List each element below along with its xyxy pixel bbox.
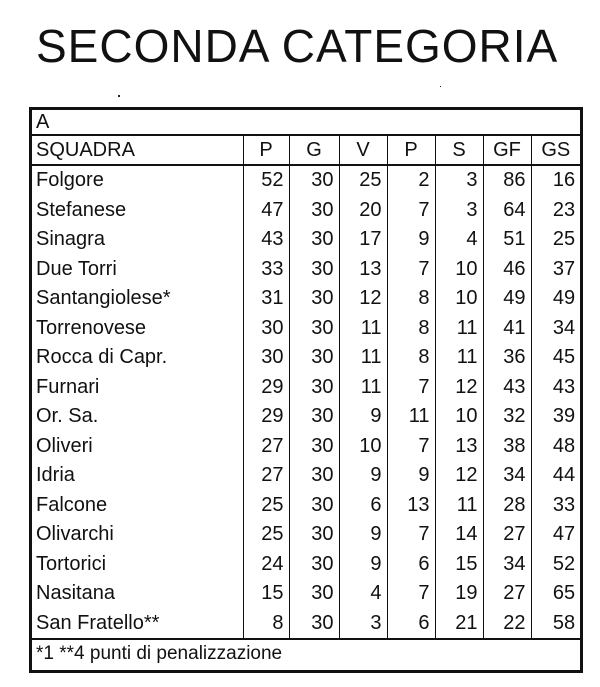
col-header-squadra: SQUADRA <box>32 135 243 165</box>
cell-gol-subiti: 33 <box>531 491 580 521</box>
cell-punti: 27 <box>243 461 289 491</box>
cell-giocate: 30 <box>289 284 339 314</box>
cell-gol-fatti: 28 <box>483 491 531 521</box>
cell-team-name: Tortorici <box>36 552 107 575</box>
cell-gol-fatti: 34 <box>483 550 531 580</box>
table-row <box>32 373 580 403</box>
cell-giocate: 30 <box>289 255 339 285</box>
cell-gol-fatti: 46 <box>483 255 531 285</box>
cell-punti: 25 <box>243 491 289 521</box>
col-header-vinte: V <box>339 135 387 165</box>
cell-pareggiate: 7 <box>387 255 435 285</box>
cell-gol-fatti: 34 <box>483 461 531 491</box>
cell-gol-subiti: 48 <box>531 432 580 462</box>
cell-gol-subiti: 16 <box>531 165 580 196</box>
cell-vinte: 10 <box>339 432 387 462</box>
cell-pareggiate: 7 <box>387 579 435 609</box>
cell-vinte: 4 <box>339 579 387 609</box>
cell-gol-fatti: 38 <box>483 432 531 462</box>
cell-team-name: Furnari <box>36 375 100 398</box>
cell-sconfitte: 12 <box>435 461 483 491</box>
cell-pareggiate: 7 <box>387 196 435 226</box>
cell-giocate: 30 <box>289 165 339 196</box>
cell-vinte: 13 <box>339 255 387 285</box>
cell-punti: 43 <box>243 225 289 255</box>
cell-gol-subiti: 52 <box>531 550 580 580</box>
cell-gol-subiti: 65 <box>531 579 580 609</box>
col-header-pareggiate: P <box>387 135 435 165</box>
cell-sconfitte: 11 <box>435 314 483 344</box>
col-header-sconfitte: S <box>435 135 483 165</box>
group-row <box>32 110 580 135</box>
cell-vinte: 6 <box>339 491 387 521</box>
cell-pareggiate: 2 <box>387 165 435 196</box>
cell-punti: 33 <box>243 255 289 285</box>
table-row <box>32 314 580 344</box>
table-row <box>32 550 580 580</box>
cell-sconfitte: 10 <box>435 284 483 314</box>
cell-sconfitte: 15 <box>435 550 483 580</box>
cell-vinte: 20 <box>339 196 387 226</box>
cell-team-name: Rocca di Capr. <box>36 346 168 369</box>
cell-gol-subiti: 37 <box>531 255 580 285</box>
cell-punti: 29 <box>243 373 289 403</box>
cell-vinte: 11 <box>339 373 387 403</box>
cell-giocate: 30 <box>289 609 339 640</box>
col-header-gol-subiti: GS <box>531 135 580 165</box>
cell-punti: 30 <box>243 343 289 373</box>
col-header-giocate: G <box>289 135 339 165</box>
cell-team-name: Sinagra <box>36 228 105 251</box>
cell-gol-subiti: 58 <box>531 609 580 640</box>
cell-sconfitte: 3 <box>435 196 483 226</box>
cell-team-name: Idria <box>36 464 75 487</box>
cell-punti: 15 <box>243 579 289 609</box>
cell-punti: 31 <box>243 284 289 314</box>
cell-team-name: Falcone <box>36 493 108 516</box>
cell-gol-fatti: 32 <box>483 402 531 432</box>
cell-pareggiate: 9 <box>387 225 435 255</box>
cell-giocate: 30 <box>289 196 339 226</box>
table-row <box>32 255 580 285</box>
cell-team-name: Olivarchi <box>36 523 114 546</box>
cell-team-name: Santangiolese* <box>36 287 171 310</box>
cell-vinte: 11 <box>339 343 387 373</box>
cell-sconfitte: 10 <box>435 255 483 285</box>
table-row <box>32 402 580 432</box>
footnote-row <box>32 639 580 667</box>
cell-team-name: Nasitana <box>36 582 115 605</box>
cell-gol-subiti: 49 <box>531 284 580 314</box>
cell-gol-fatti: 51 <box>483 225 531 255</box>
cell-team-name: Oliveri <box>36 434 93 457</box>
cell-team-name: Or. Sa. <box>36 405 99 428</box>
cell-team-name: San Fratello** <box>36 611 160 634</box>
table-row <box>32 165 580 196</box>
cell-pareggiate: 8 <box>387 343 435 373</box>
cell-team-name: Due Torri <box>36 257 117 280</box>
cell-sconfitte: 12 <box>435 373 483 403</box>
cell-gol-fatti: 64 <box>483 196 531 226</box>
table-row <box>32 432 580 462</box>
cell-sconfitte: 3 <box>435 165 483 196</box>
cell-pareggiate: 6 <box>387 609 435 640</box>
scan-speck <box>118 95 120 97</box>
cell-pareggiate: 6 <box>387 550 435 580</box>
cell-punti: 30 <box>243 314 289 344</box>
cell-giocate: 30 <box>289 314 339 344</box>
cell-gol-subiti: 47 <box>531 520 580 550</box>
cell-sconfitte: 11 <box>435 343 483 373</box>
cell-vinte: 9 <box>339 461 387 491</box>
cell-vinte: 9 <box>339 550 387 580</box>
cell-giocate: 30 <box>289 402 339 432</box>
cell-giocate: 30 <box>289 491 339 521</box>
table-row <box>32 196 580 226</box>
cell-gol-subiti: 43 <box>531 373 580 403</box>
cell-punti: 24 <box>243 550 289 580</box>
cell-giocate: 30 <box>289 225 339 255</box>
cell-giocate: 30 <box>289 579 339 609</box>
cell-gol-fatti: 22 <box>483 609 531 640</box>
cell-vinte: 12 <box>339 284 387 314</box>
cell-gol-subiti: 44 <box>531 461 580 491</box>
cell-gol-fatti: 27 <box>483 520 531 550</box>
cell-team-name: Torrenovese <box>36 316 147 339</box>
cell-gol-subiti: 45 <box>531 343 580 373</box>
table-row <box>32 491 580 521</box>
cell-vinte: 3 <box>339 609 387 640</box>
cell-team-name: Folgore <box>36 169 104 192</box>
cell-vinte: 25 <box>339 165 387 196</box>
cell-vinte: 11 <box>339 314 387 344</box>
cell-vinte: 9 <box>339 520 387 550</box>
cell-pareggiate: 7 <box>387 520 435 550</box>
cell-giocate: 30 <box>289 432 339 462</box>
standings-table <box>32 110 580 667</box>
cell-sconfitte: 19 <box>435 579 483 609</box>
cell-sconfitte: 14 <box>435 520 483 550</box>
col-header-gol-fatti: GF <box>483 135 531 165</box>
cell-pareggiate: 13 <box>387 491 435 521</box>
cell-sconfitte: 4 <box>435 225 483 255</box>
table-row <box>32 225 580 255</box>
cell-pareggiate: 8 <box>387 284 435 314</box>
cell-giocate: 30 <box>289 520 339 550</box>
cell-sconfitte: 21 <box>435 609 483 640</box>
col-header-punti: P <box>243 135 289 165</box>
cell-punti: 52 <box>243 165 289 196</box>
table-row <box>32 520 580 550</box>
cell-team-name: Stefanese <box>36 198 127 221</box>
table-row <box>32 284 580 314</box>
cell-gol-subiti: 39 <box>531 402 580 432</box>
cell-giocate: 30 <box>289 461 339 491</box>
cell-pareggiate: 9 <box>387 461 435 491</box>
cell-giocate: 30 <box>289 343 339 373</box>
cell-vinte: 17 <box>339 225 387 255</box>
cell-punti: 8 <box>243 609 289 640</box>
cell-gol-fatti: 43 <box>483 373 531 403</box>
footnote: *1 **4 punti di penalizzazione <box>32 639 580 667</box>
cell-pareggiate: 7 <box>387 373 435 403</box>
table-row <box>32 579 580 609</box>
cell-pareggiate: 11 <box>387 402 435 432</box>
cell-sconfitte: 13 <box>435 432 483 462</box>
cell-gol-fatti: 36 <box>483 343 531 373</box>
cell-gol-subiti: 25 <box>531 225 580 255</box>
cell-pareggiate: 8 <box>387 314 435 344</box>
cell-gol-fatti: 49 <box>483 284 531 314</box>
cell-pareggiate: 7 <box>387 432 435 462</box>
cell-punti: 27 <box>243 432 289 462</box>
scan-speck <box>440 86 441 87</box>
cell-vinte: 9 <box>339 402 387 432</box>
cell-punti: 25 <box>243 520 289 550</box>
cell-sconfitte: 10 <box>435 402 483 432</box>
table-row <box>32 609 580 640</box>
cell-giocate: 30 <box>289 550 339 580</box>
table-row <box>32 343 580 373</box>
cell-gol-subiti: 34 <box>531 314 580 344</box>
cell-gol-subiti: 23 <box>531 196 580 226</box>
cell-sconfitte: 11 <box>435 491 483 521</box>
group-label: A <box>32 110 580 135</box>
cell-gol-fatti: 86 <box>483 165 531 196</box>
cell-gol-fatti: 27 <box>483 579 531 609</box>
cell-gol-fatti: 41 <box>483 314 531 344</box>
table-row <box>32 461 580 491</box>
cell-punti: 47 <box>243 196 289 226</box>
cell-punti: 29 <box>243 402 289 432</box>
cell-giocate: 30 <box>289 373 339 403</box>
page-title: SECONDA CATEGORIA <box>36 20 559 72</box>
header-row <box>32 135 580 165</box>
